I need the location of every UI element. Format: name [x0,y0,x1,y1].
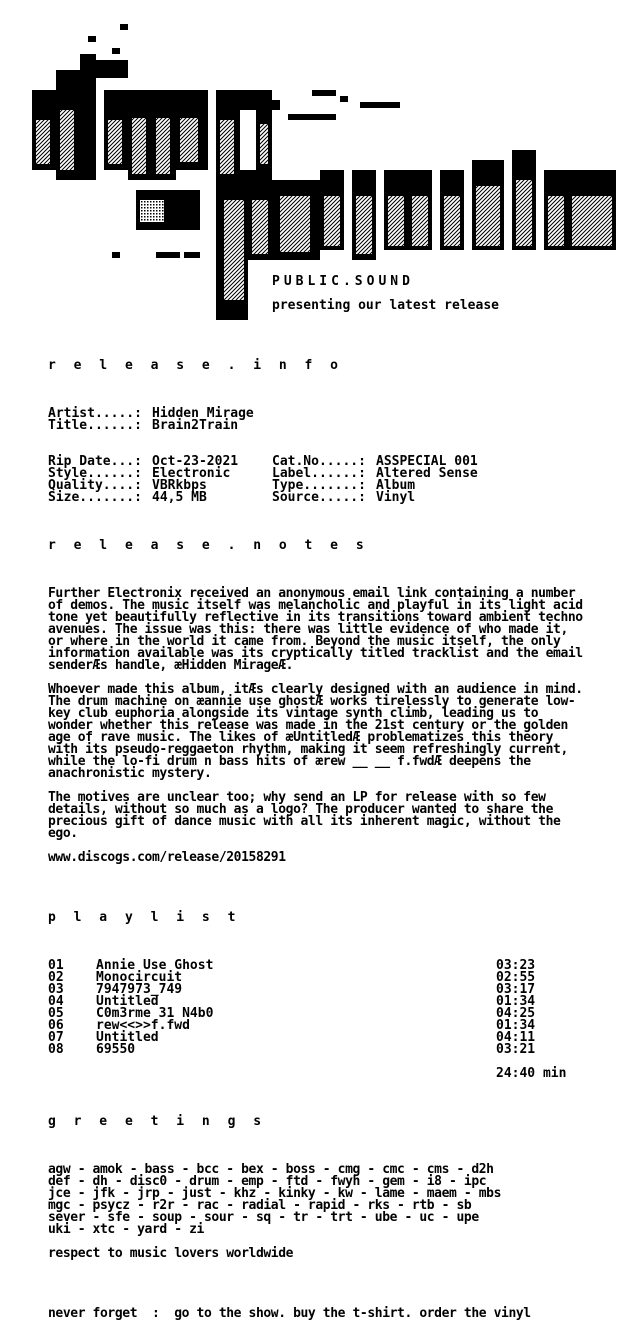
section-heading-info: r e l e a s e . i n f o [48,358,344,373]
track-number: 08 [48,1042,64,1057]
info-value: ASSPECIAL 001 [376,454,478,469]
release-notes [48,588,588,876]
track-name: Untitled [96,994,159,1009]
info-label: Rip Date...: [48,454,142,469]
track-name: C0m3rme 31 N4b0 [96,1006,214,1021]
track-number: 04 [48,994,64,1009]
total-duration: 24:40 min [496,1066,567,1081]
track-number: 07 [48,1030,64,1045]
greetings-line: agw - amok - bass - bcc - bex - boss - cmg - cmc - cms - d2h [48,1162,494,1177]
greetings-line: jce - jfk - jrp - just - khz - kinky - kw - lame - maem - mbs [48,1186,502,1201]
track-number: 01 [48,958,64,973]
notes-paragraph: Further Electronix received an anonymous email link containing a number of demos. The music itself was melancholic and playful in its light acid tone yet beautifully reflective in its transitions toward ambient techno avenues. The issue was this: there was little evidence of who made it, or where in the world it came from. Beyond the music itself, the only information available was its cryptically titled tracklist and the email senderÆs handle, æHidden MirageÆ. [48,586,583,673]
track-name: 7947973_749 [96,982,183,997]
info-value: Album [376,478,416,493]
track-number: 02 [48,970,64,985]
notes-paragraph: Whoever made this album, itÆs clearly designed with an audience in mind. The drum machine on æannie use ghostÆ works tirelessly to generate low-key club euphoria alongside its vintage synth climb, leading us to wonder whether this release was made in the 21st century or the golden age of rave music. The likes of æUntitledÆ problematizes this theory with its pseudo-reggaeton rhythm, making it seem refreshingly current, while the lo-fi drum n bass hits of ærew __ __ f.fwdÆ deepens the anachronistic mystery. [48,682,583,781]
info-label: Source.....: [272,490,366,505]
greetings-line: uki - xtc - yard - zi [48,1222,204,1237]
info-value: Altered Sense [376,466,478,481]
footer-slogan: never forget : go to the show. buy the t-shirt. order the vinyl [48,1306,531,1321]
track-time: 01:34 [496,1018,536,1033]
track-name: Monocircuit [96,970,183,985]
info-label: Style......: [48,466,142,481]
notes-paragraph: The motives are unclear too; why send an LP for release with so few details, without so much as a logo? The producer wanted to share the precious gift of dance music with all its inherent magic, without the ego. [48,790,561,841]
info-value: Vinyl [376,490,416,505]
brand-subline: presenting our latest release [272,298,499,313]
info-label: Type.......: [272,478,366,493]
artist-value: Hidden Mirage [152,406,254,421]
info-label: Quality....: [48,478,142,493]
discogs-link[interactable]: www.discogs.com/release/20158291 [48,850,286,865]
track-name: 69550 [96,1042,136,1057]
section-heading-playlist: p l a y l i s t [48,910,241,925]
info-label: Cat.No.....: [272,454,366,469]
title-label: Title......: [48,418,142,433]
track-number: 03 [48,982,64,997]
title-value: Brain2Train [152,418,239,433]
track-name: Annie Use Ghost [96,958,214,973]
artist-label: Artist.....: [48,406,142,421]
info-value: VBRkbps [152,478,207,493]
track-time: 01:34 [496,994,536,1009]
playlist-total [48,1068,568,1080]
section-heading-notes: r e l e a s e . n o t e s [48,538,369,553]
track-row [48,1044,568,1056]
info-value: Oct-23-2021 [152,454,239,469]
info-label: Label......: [272,466,366,481]
track-time: 04:11 [496,1030,536,1045]
info-label: Size.......: [48,490,142,505]
info-value: Electronic [152,466,231,481]
track-time: 03:23 [496,958,536,973]
track-time: 03:21 [496,1042,536,1057]
brand-tagline: PUBLIC.SOUND [272,274,414,289]
greetings-line: mgc - psycz - r2r - rac - radial - rapid - rks - rtb - sb [48,1198,472,1213]
track-name: rew<<>>f.fwd [96,1018,190,1033]
greetings-line: def - dh - disc0 - drum - emp - ftd - fwyh - gem - i8 - ipc [48,1174,487,1189]
info-value: 44,5 MB [152,490,207,505]
track-number: 05 [48,1006,64,1021]
track-time: 04:25 [496,1006,536,1021]
greetings-line: sever - sfe - soup - sour - sq - tr - trt - ube - uc - upe [48,1210,479,1225]
track-name: Untitled [96,1030,159,1045]
respect-line: respect to music lovers worldwide [48,1246,294,1261]
section-heading-greetings: g r e e t i n g s [48,1114,267,1129]
track-time: 03:17 [496,982,536,997]
track-time: 02:55 [496,970,536,985]
track-number: 06 [48,1018,64,1033]
